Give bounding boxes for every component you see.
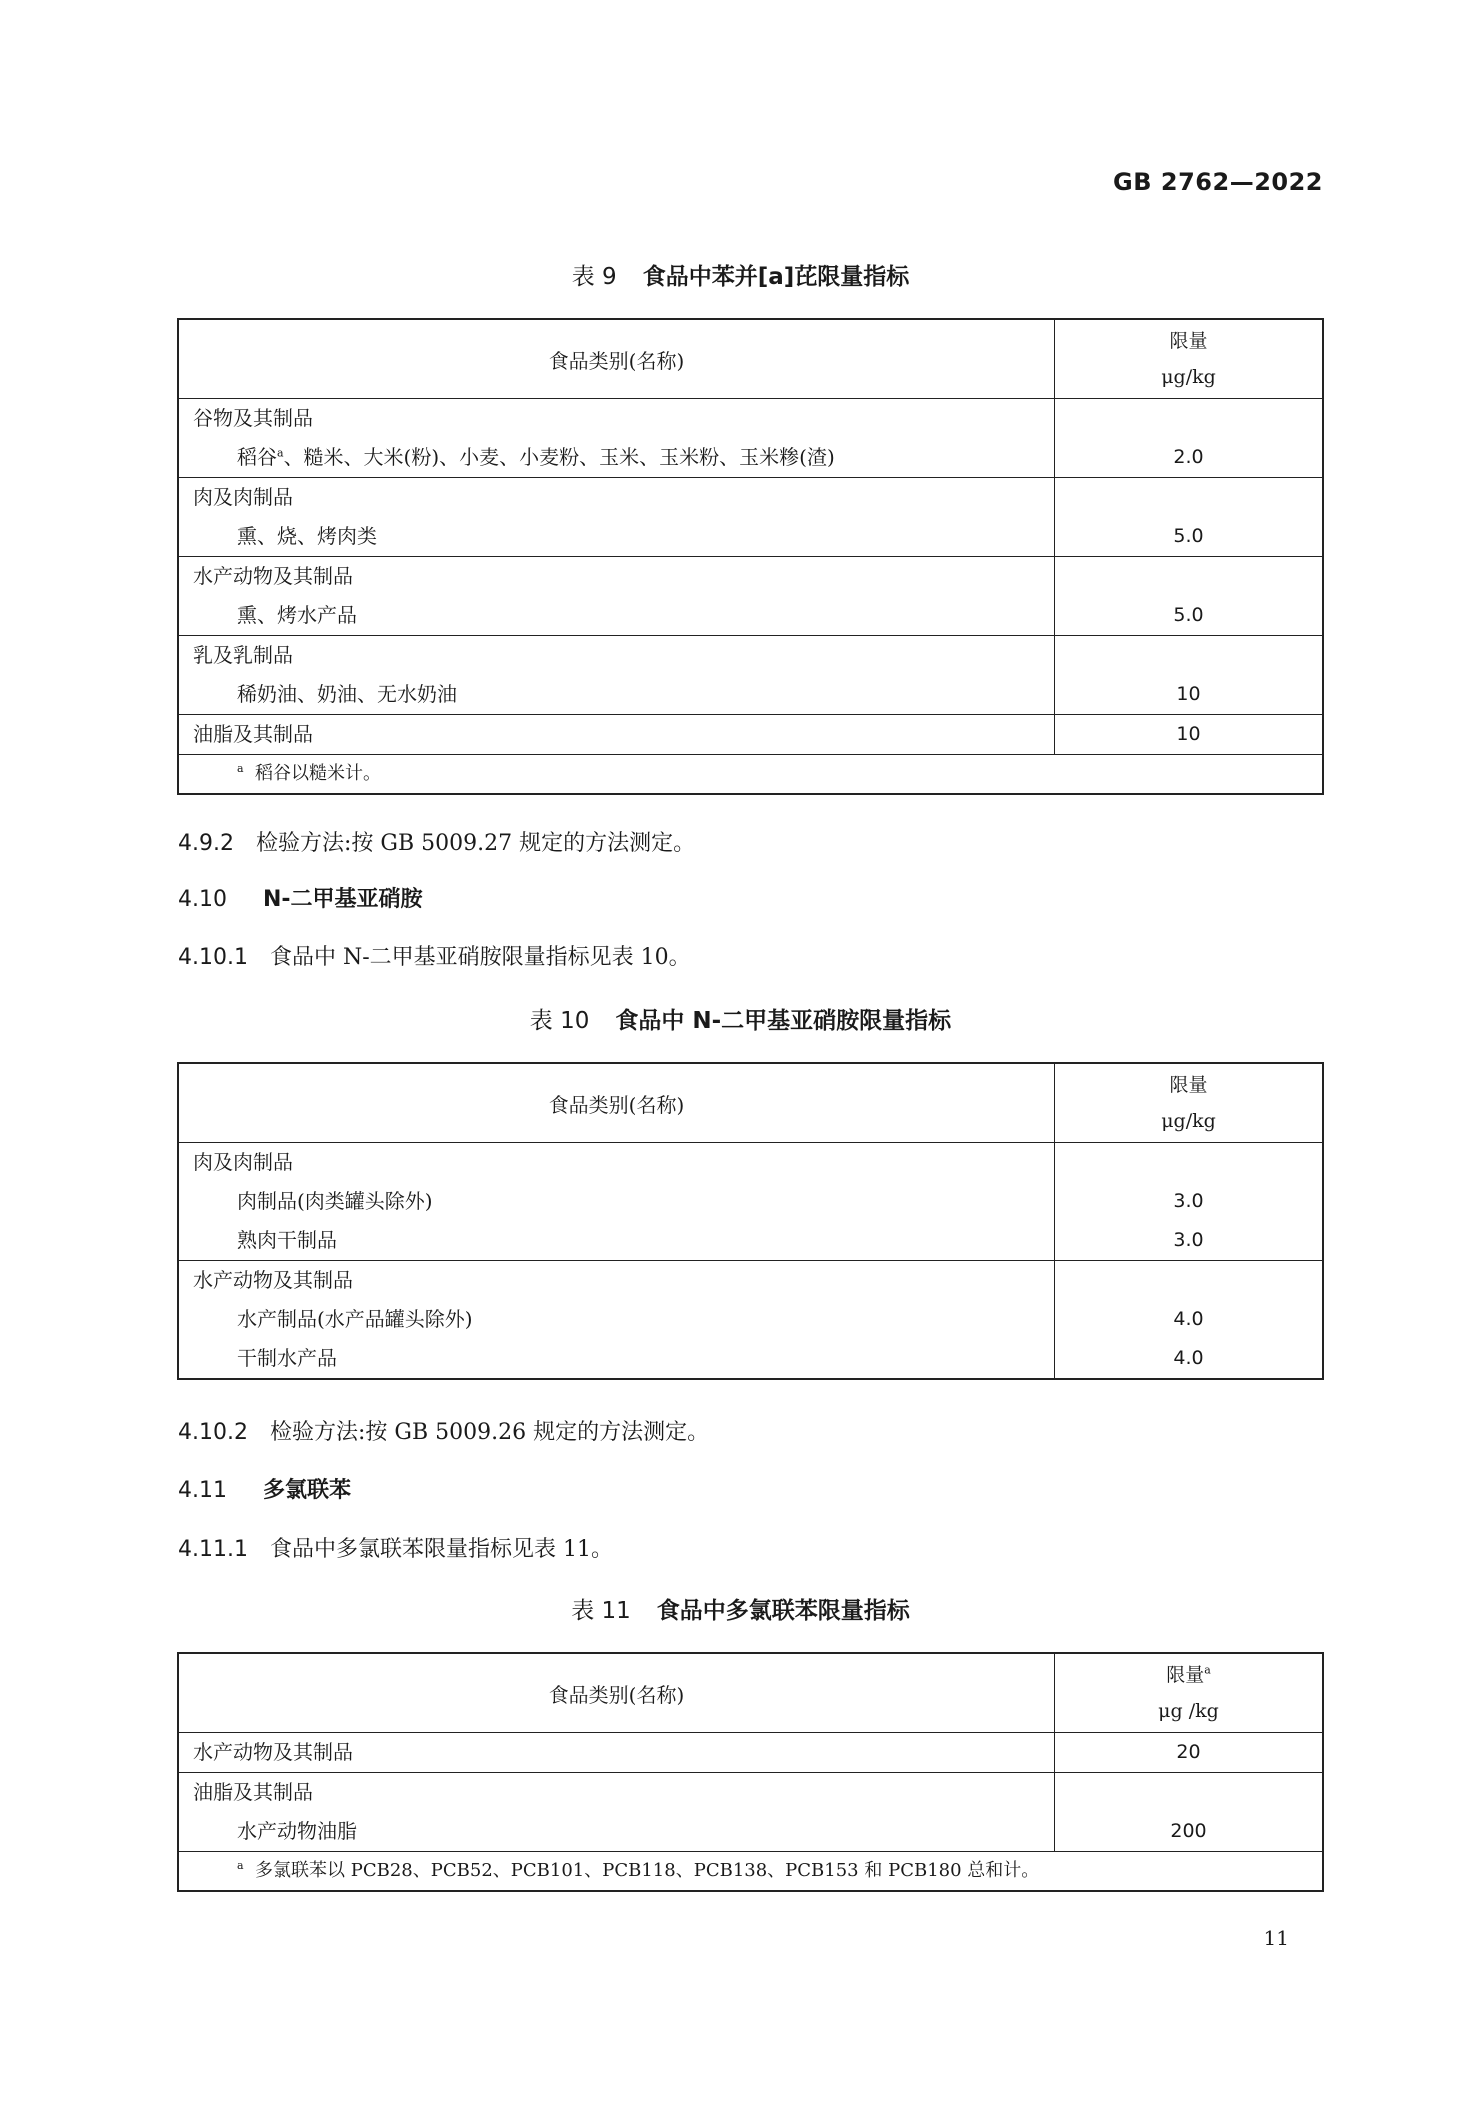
category: 油脂及其制品 — [193, 1780, 313, 1804]
item: 熟肉干制品 — [237, 1228, 337, 1252]
table11-group — [179, 1773, 1322, 1852]
category: 乳及乳制品 — [193, 643, 293, 667]
clause-number: 4.10.2 — [178, 1420, 248, 1445]
category: 谷物及其制品 — [193, 406, 313, 430]
table10-caption — [0, 1002, 1481, 1035]
footnote-text: 多氯联苯以 PCB28、PCB52、PCB101、PCB118、PCB138、PCB153 和 PCB180 总和计。 — [255, 1860, 1040, 1881]
section-title: N-二甲基亚硝胺 — [262, 887, 423, 912]
footnote-mark: a — [237, 1859, 244, 1872]
table9-caption-title: 食品中苯并[a]芘限量指标 — [642, 264, 910, 290]
clause-4-10-2 — [178, 1415, 709, 1446]
clause-4-11-1 — [178, 1532, 613, 1563]
table10-col-limit: 限量 — [1169, 1074, 1208, 1096]
limit-value: 2.0 — [1173, 446, 1204, 468]
table10 — [177, 1062, 1324, 1380]
page-number: 11 — [1263, 1926, 1289, 1950]
limit-value: 3.0 — [1173, 1190, 1204, 1212]
clause-text: 检验方法:按 GB 5009.26 规定的方法测定。 — [269, 1420, 710, 1445]
table11-group — [179, 1733, 1322, 1773]
table9-footnote — [179, 755, 1322, 793]
col-limit-text: 限量 — [1166, 1664, 1205, 1686]
category: 水产动物及其制品 — [193, 1268, 353, 1292]
table9-caption-number: 表 9 — [571, 264, 617, 290]
limit-value: 200 — [1170, 1820, 1207, 1842]
table9-col-unit: μg/kg — [1161, 366, 1216, 388]
item: 干制水产品 — [237, 1346, 337, 1370]
table9-group — [179, 636, 1322, 715]
limit-value: 3.0 — [1173, 1229, 1204, 1251]
table10-group — [179, 1143, 1322, 1261]
category: 肉及肉制品 — [193, 1150, 293, 1174]
section-number: 4.10 — [178, 887, 227, 912]
table10-col-unit: μg/kg — [1161, 1110, 1216, 1132]
item: 熏、烤水产品 — [237, 603, 357, 627]
limit-value: 4.0 — [1173, 1347, 1204, 1369]
table11-col-limit-cell — [1055, 1654, 1322, 1732]
clause-text: 检验方法:按 GB 5009.27 规定的方法测定。 — [255, 831, 696, 856]
table11-col-unit: μg /kg — [1158, 1700, 1219, 1722]
clause-number: 4.11.1 — [178, 1537, 248, 1562]
footnote-mark: a — [277, 446, 284, 460]
section-title: 多氯联苯 — [262, 1478, 351, 1503]
clause-4-10-1 — [178, 940, 691, 971]
table9 — [177, 318, 1324, 795]
item: 熏、烧、烤肉类 — [237, 524, 377, 548]
section-4-11 — [178, 1473, 351, 1504]
limit-value: 10 — [1176, 723, 1201, 745]
table11 — [177, 1652, 1324, 1892]
limit-value: 5.0 — [1173, 604, 1204, 626]
clause-number: 4.10.1 — [178, 945, 248, 970]
table9-col-limit: 限量 — [1169, 330, 1208, 352]
table9-group — [179, 399, 1322, 478]
item-name: 稻谷 — [237, 445, 277, 469]
clause-text: 食品中 N-二甲基亚硝胺限量指标见表 10。 — [269, 945, 691, 970]
table11-col-limit — [1166, 1657, 1211, 1693]
table9-group — [179, 557, 1322, 636]
table10-header — [179, 1064, 1322, 1143]
section-number: 4.11 — [178, 1478, 227, 1503]
table11-col-name: 食品类别(名称) — [179, 1654, 1055, 1732]
limit-value: 5.0 — [1173, 525, 1204, 547]
table10-group — [179, 1261, 1322, 1378]
clause-text: 食品中多氯联苯限量指标见表 11。 — [269, 1537, 613, 1562]
document-code: GB 2762—2022 — [1113, 168, 1323, 196]
item — [179, 438, 1054, 477]
category: 肉及肉制品 — [193, 485, 293, 509]
item: 水产动物油脂 — [237, 1819, 357, 1843]
category: 油脂及其制品 — [193, 722, 313, 746]
table11-caption-number: 表 11 — [571, 1598, 631, 1624]
table9-group — [179, 715, 1322, 755]
section-4-10 — [178, 882, 423, 913]
item: 水产制品(水产品罐头除外) — [237, 1307, 473, 1331]
clause-number: 4.9.2 — [178, 831, 234, 856]
table10-caption-number: 表 10 — [529, 1008, 590, 1034]
item: 稀奶油、奶油、无水奶油 — [237, 682, 457, 706]
table11-header — [179, 1654, 1322, 1733]
clause-4-9-2 — [178, 826, 695, 857]
table9-group — [179, 478, 1322, 557]
item-name-rest: 、糙米、大米(粉)、小麦、小麦粉、玉米、玉米粉、玉米糁(渣) — [283, 445, 835, 469]
table9-col-limit-cell — [1055, 320, 1322, 398]
limit-value: 4.0 — [1173, 1308, 1204, 1330]
table11-caption-title: 食品中多氯联苯限量指标 — [656, 1598, 910, 1624]
table11-caption — [0, 1592, 1481, 1625]
category: 水产动物及其制品 — [193, 564, 353, 588]
table9-header — [179, 320, 1322, 399]
table9-caption — [0, 258, 1481, 291]
footnote-text: 稻谷以糙米计。 — [255, 763, 382, 784]
table10-col-limit-cell — [1055, 1064, 1322, 1142]
limit-value: 20 — [1176, 1741, 1201, 1763]
limit-value: 10 — [1176, 683, 1201, 705]
table10-col-name: 食品类别(名称) — [179, 1064, 1055, 1142]
footnote-mark: a — [237, 762, 244, 775]
footnote-mark: a — [1204, 1663, 1211, 1677]
table10-caption-title: 食品中 N-二甲基亚硝胺限量指标 — [615, 1008, 952, 1034]
table11-footnote — [179, 1852, 1322, 1890]
item: 肉制品(肉类罐头除外) — [237, 1189, 433, 1213]
table9-col-name: 食品类别(名称) — [179, 320, 1055, 398]
category: 水产动物及其制品 — [193, 1740, 353, 1764]
